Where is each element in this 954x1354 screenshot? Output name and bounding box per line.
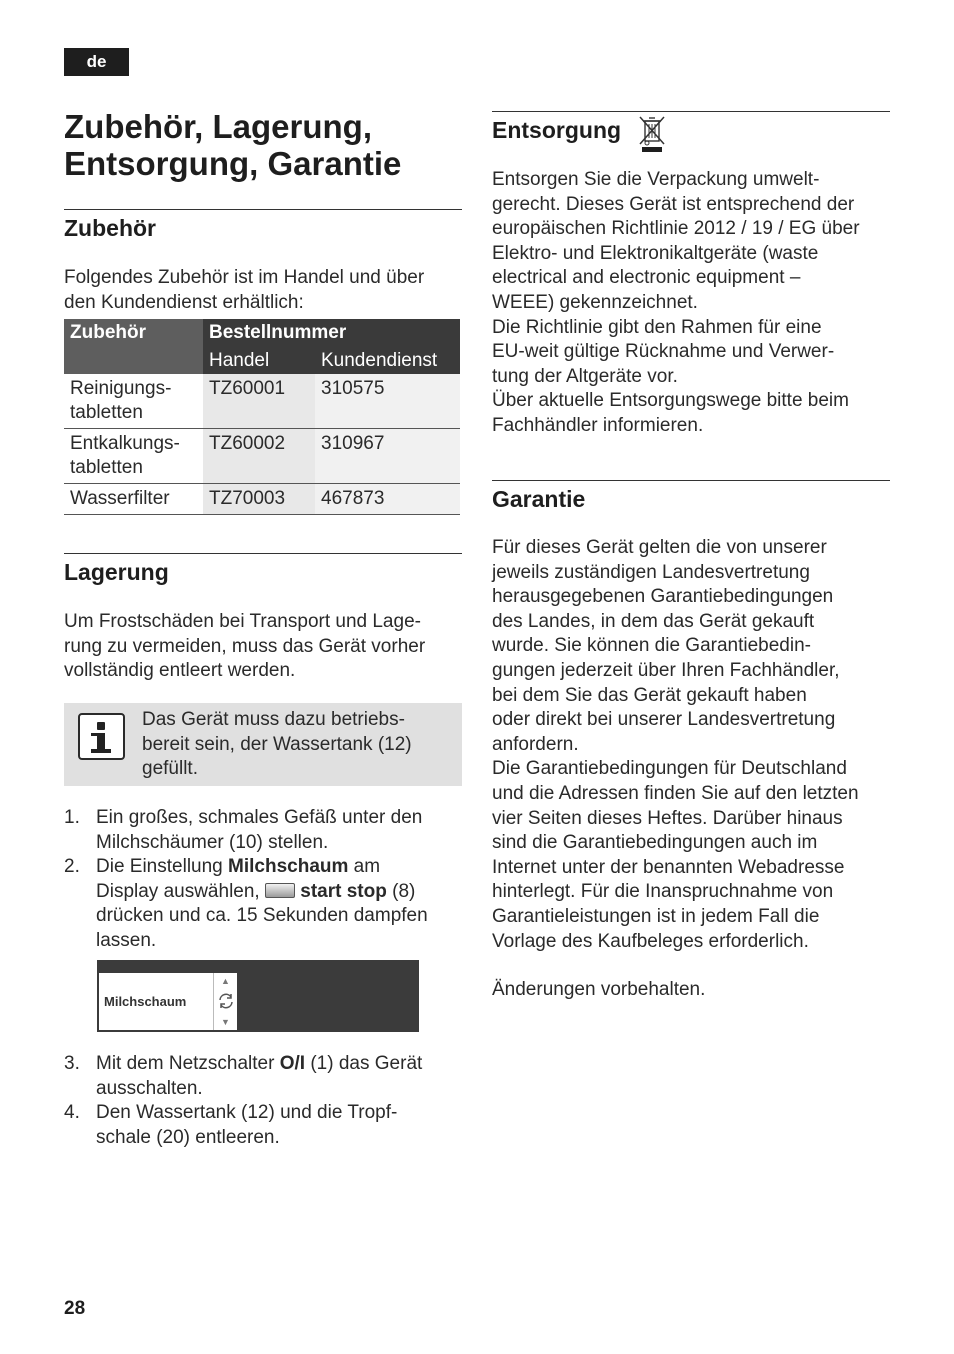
cell-retail-number: TZ70003 xyxy=(203,484,315,515)
start-stop-button-icon xyxy=(265,883,295,898)
machine-display xyxy=(97,960,419,1032)
page-title-line1: Zubehör, Lagerung, xyxy=(64,108,373,145)
cell-accessory-name: Wasserfilter xyxy=(64,484,203,515)
cell-retail-number: TZ60001 xyxy=(203,374,315,429)
section-divider xyxy=(492,111,890,112)
accessories-intro xyxy=(64,266,464,315)
display-scrollbar xyxy=(213,973,237,1030)
scroll-up-arrow-icon: ▲ xyxy=(221,976,230,986)
info-icon xyxy=(78,713,125,760)
section-divider xyxy=(64,209,462,210)
section-divider xyxy=(492,480,890,481)
cell-service-number: 467873 xyxy=(315,484,460,515)
column-header-accessory: Zubehör xyxy=(64,319,203,374)
cell-accessory-name: Entkalkungs- tabletten xyxy=(64,429,203,484)
column-header-retail: Handel xyxy=(203,347,315,374)
language-tag: de xyxy=(64,48,129,76)
disposal-text: Entsorgen Sie die Verpackung umwelt- gerecht. Dieses Gerät ist entsprechend der europäischen Richtlinie 2012 / 19 / EG über Elektro- und Elektronikaltgeräte (waste electrical and electronic equipment – WEEE) gekennzeichnet. Die Richtlinie gibt den Rahmen für eine EU-weit gültige Rücknahme und Verwer- tung der Altgeräte vor. Über aktuelle Entsorgungswege bitte beim Fachhändler informieren. xyxy=(492,169,860,436)
accessories-table xyxy=(64,319,460,515)
warranty-heading: Garantie xyxy=(492,486,586,512)
cell-service-number: 310967 xyxy=(315,429,460,484)
warranty-closing: Änderungen vorbehalten. xyxy=(492,979,706,1000)
intro-line: Folgendes Zubehör ist im Handel und über xyxy=(64,267,425,288)
scroll-down-arrow-icon: ▼ xyxy=(221,1017,230,1027)
step-2: 2. Die Einstellung Milchschaum am Display auswählen, start stop (8) drücken und ca. 15 Sekunden dampfen lassen. xyxy=(64,856,428,951)
switch-label: O/I xyxy=(279,1053,306,1074)
step-4: 4. Den Wassertank (12) und die Tropf- schale (20) entleeren. xyxy=(64,1102,398,1148)
page-title xyxy=(64,108,464,182)
button-name: start stop xyxy=(300,880,387,902)
display-menu-item: Milchschaum xyxy=(99,973,213,1030)
step-1: 1. Ein großes, schmales Gefäß unter den Milchschäumer (10) stellen. xyxy=(64,807,423,853)
info-note-text: Das Gerät muss dazu betriebs- bereit sein, der Wassertank (12) gefüllt. xyxy=(142,709,412,780)
rotate-icon xyxy=(217,992,235,1010)
storage-heading: Lagerung xyxy=(64,559,169,585)
page-title-line2: Entsorgung, Garantie xyxy=(64,145,402,182)
cell-accessory-name: Reinigungs- tabletten xyxy=(64,374,203,429)
accessories-heading: Zubehör xyxy=(64,215,156,241)
storage-intro: Um Frostschäden bei Transport und Lage- rung zu vermeiden, muss das Gerät vorher vollständig entleert werden. xyxy=(64,611,426,682)
crossed-out-wheelie-bin-icon xyxy=(638,114,666,154)
column-header-service: Kundendienst xyxy=(315,347,460,374)
page-number: 28 xyxy=(64,1298,86,1319)
disposal-heading: Entsorgung xyxy=(492,117,622,143)
setting-name: Milchschaum xyxy=(228,856,349,877)
step-3: 3. Mit dem Netzschalter O/I (1) das Gerät ausschalten. xyxy=(64,1053,423,1099)
cell-retail-number: TZ60002 xyxy=(203,429,315,484)
section-divider xyxy=(64,553,462,554)
cell-service-number: 310575 xyxy=(315,374,460,429)
table-row xyxy=(64,374,460,429)
table-row xyxy=(64,429,460,484)
info-note xyxy=(64,703,462,786)
intro-line: den Kundendienst erhältlich: xyxy=(64,291,304,313)
column-header-order-number: Bestellnummer xyxy=(203,319,460,347)
warranty-text: Für dieses Gerät gelten die von unserer jeweils zuständigen Landesvertretung herausgegebenen Garantiebedingungen des Landes, in dem das Gerät gekauft wurde. Sie können die Garantiebedin- gungen jederzeit über Ihren Fachhändler, bei dem Sie das Gerät gekauft haben oder direkt bei unserer Landesvertretung anfordern. Die Garantiebedingungen für Deutschland und die Adressen finden Sie auf den letzten vier Seiten dieses Heftes. Darüber hinaus sind die Garantiebedingungen auch im Internet unter der benannten Webadresse hinterlegt. Für die Inanspruchnahme von Garantieleistungen ist in jedem Fall die Vorlage des Kaufbeleges erforderlich. xyxy=(492,537,859,952)
table-row xyxy=(64,484,460,515)
